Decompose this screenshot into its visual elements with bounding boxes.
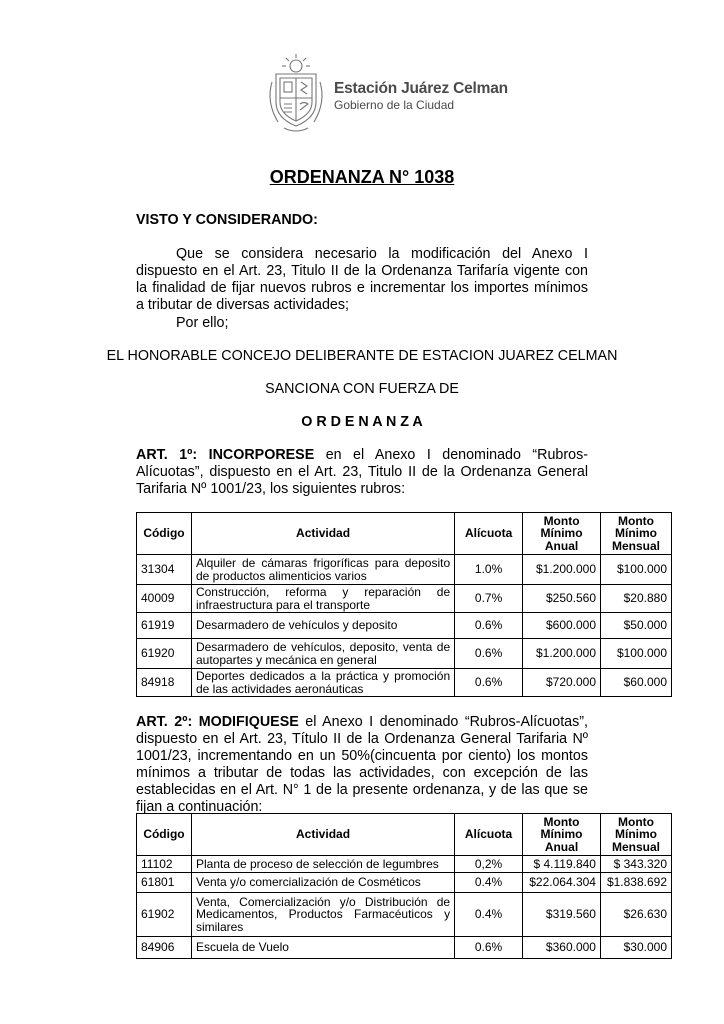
cell-alicuota: 0,2% — [455, 856, 523, 873]
cell-codigo: 61919 — [137, 613, 192, 639]
cell-monto-mensual: $30.000 — [600, 937, 671, 959]
cell-actividad: Deportes dedicados a la práctica y promoción de las actividades aeronáuticas — [191, 669, 454, 697]
cell-codigo: 84918 — [137, 669, 192, 697]
header-monto-mensual: Monto Mínimo Mensual — [601, 513, 672, 555]
table-row — [137, 555, 672, 585]
table-row — [137, 613, 672, 639]
table-row — [137, 893, 672, 937]
cell-monto-anual: $360.000 — [523, 937, 601, 959]
cell-codigo: 11102 — [137, 856, 192, 873]
cell-alicuota: 0.7% — [455, 585, 523, 613]
header-alicuota: Alícuota — [455, 513, 523, 555]
header-monto-anual: Monto Mínimo Anual — [523, 814, 601, 856]
cell-alicuota: 0.6% — [455, 639, 523, 669]
logo-subtitle: Gobierno de la Ciudad — [334, 98, 455, 112]
cell-monto-mensual: $60.000 — [601, 669, 672, 697]
cell-monto-mensual: $26.630 — [600, 893, 671, 937]
header-actividad: Actividad — [191, 814, 454, 856]
header-monto-anual: Monto Mínimo Anual — [523, 513, 601, 555]
cell-alicuota: 0.4% — [455, 873, 523, 893]
cell-codigo: 61920 — [137, 639, 192, 669]
header-codigo: Código — [137, 513, 192, 555]
rubros-table-1 — [136, 512, 672, 697]
article-1 — [136, 447, 588, 498]
table-header-row — [137, 814, 672, 856]
header-codigo: Código — [137, 814, 192, 856]
cell-codigo: 61902 — [137, 893, 192, 937]
rubros-table-2 — [136, 813, 672, 959]
por-ello: Por ello; — [176, 315, 229, 331]
cell-monto-anual: $ 4.119.840 — [523, 856, 601, 873]
cell-actividad: Venta, Comercialización y/o Distribución de Medicamentos, Productos Farmacéuticos y similares — [191, 893, 454, 937]
document-title: ORDENANZA N° 1038 — [269, 167, 455, 187]
cell-monto-mensual: $1.838.692 — [600, 873, 671, 893]
cell-actividad: Venta y/o comercialización de Cosméticos — [191, 873, 454, 893]
cell-monto-mensual: $20.880 — [601, 585, 672, 613]
cell-actividad: Construcción, reforma y reparación de infraestructura para el transporte — [191, 585, 454, 613]
cell-monto-anual: $22.064.304 — [523, 873, 601, 893]
table-row — [137, 873, 672, 893]
article-1-label: ART. 1º: INCORPORESE — [136, 447, 315, 463]
cell-codigo: 31304 — [137, 555, 192, 585]
cell-monto-anual: $1.200.000 — [523, 639, 601, 669]
cell-monto-mensual: $50.000 — [601, 613, 672, 639]
visto-heading: VISTO Y CONSIDERANDO: — [136, 212, 318, 228]
cell-monto-mensual: $ 343.320 — [600, 856, 671, 873]
logo-title: Estación Juárez Celman — [334, 80, 508, 97]
considerando-paragraph: Que se considera necesario la modificación del Anexo I dispuesto en el Art. 23, Titulo II de la Ordenanza Tarifaría vigente con la finalidad de fijar nuevos rubros e incrementar los importes mínimos a tributar de diversas actividades; — [136, 246, 588, 313]
cell-monto-anual: $600.000 — [523, 613, 601, 639]
cell-actividad: Alquiler de cámaras frigoríficas para deposito de productos alimenticios varios — [191, 555, 454, 585]
city-shield-icon — [264, 52, 328, 134]
article-2 — [136, 714, 588, 816]
cell-alicuota: 1.0% — [455, 555, 523, 585]
ordenanza-heading: O R D E N A N Z A — [301, 414, 423, 430]
table-row — [137, 937, 672, 959]
cell-alicuota: 0.4% — [455, 893, 523, 937]
table-row — [137, 639, 672, 669]
city-logo — [264, 52, 564, 134]
table-row — [137, 585, 672, 613]
table-header-row — [137, 513, 672, 555]
sanciona-line: SANCIONA CON FUERZA DE — [265, 381, 459, 397]
cell-alicuota: 0.6% — [455, 613, 523, 639]
cell-actividad: Desarmadero de vehículos, deposito, venta de autopartes y mecánica en general — [191, 639, 454, 669]
header-monto-mensual: Monto Mínimo Mensual — [600, 814, 671, 856]
cell-monto-anual: $720.000 — [523, 669, 601, 697]
header-actividad: Actividad — [191, 513, 454, 555]
concejo-line: EL HONORABLE CONCEJO DELIBERANTE DE ESTACION JUAREZ CELMAN — [106, 348, 618, 364]
cell-monto-anual: $250.560 — [523, 585, 601, 613]
cell-alicuota: 0.6% — [455, 669, 523, 697]
article-1-text: en el Anexo I denominado “Rubros-Alícuotas”, dispuesto en el Art. 23, Titulo II de la Ordenanza General Tarifaria Nº 1001/23, los siguientes rubros: — [136, 447, 589, 497]
header-alicuota: Alícuota — [455, 814, 523, 856]
table-row — [137, 669, 672, 697]
cell-alicuota: 0.6% — [455, 937, 523, 959]
cell-monto-mensual: $100.000 — [601, 639, 672, 669]
cell-codigo: 40009 — [137, 585, 192, 613]
cell-monto-anual: $1.200.000 — [523, 555, 601, 585]
cell-monto-anual: $319.560 — [523, 893, 601, 937]
article-2-text: el Anexo I denominado “Rubros-Alícuotas”, dispuesto en el Art. 23, Título II de la Ordenanza General Tarifaria Nº 1001/23, incrementando en un 50%(cincuenta por ciento) los montos mínimos a tributar de todas las actividades, con excepción de las establecidas en el Art. N° 1 de la presente ordenanza, y de las que se fijan a continuación: — [136, 714, 588, 815]
article-2-label: ART. 2º: MODIFIQUESE — [136, 714, 299, 730]
cell-actividad: Escuela de Vuelo — [191, 937, 454, 959]
table-row — [137, 856, 672, 873]
cell-codigo: 84906 — [137, 937, 192, 959]
cell-monto-mensual: $100.000 — [601, 555, 672, 585]
cell-actividad: Planta de proceso de selección de legumbres — [191, 856, 454, 873]
cell-actividad: Desarmadero de vehículos y deposito — [191, 613, 454, 639]
cell-codigo: 61801 — [137, 873, 192, 893]
